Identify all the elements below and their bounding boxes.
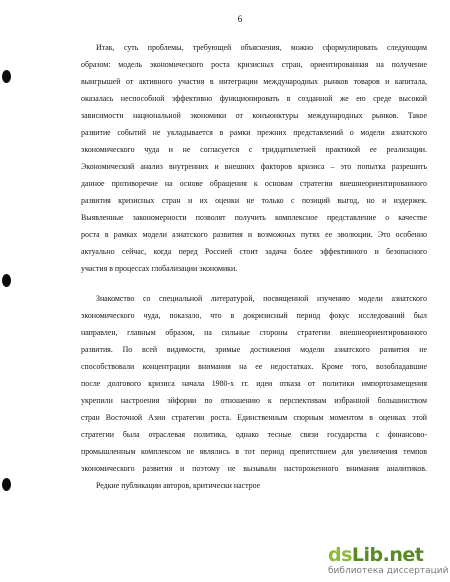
text-line: образом: модель экономического роста кризисных стран, ориентированная на получение bbox=[81, 60, 427, 69]
text-line: направлен, главным образом, на сильные стороны стратегии внешнеориентированного bbox=[81, 328, 427, 337]
text-line: развитие событий не укладывается в рамки прежних представлений о модели азиатского bbox=[81, 128, 427, 137]
text-line: экономического чуда, показало, что в докризисный период фокус исследований был bbox=[81, 311, 427, 320]
text-line: укрепили настроения эйфории по отношению к перспективам избранной большинством bbox=[81, 396, 427, 405]
binder-hole-top bbox=[2, 70, 11, 83]
text-line: выигрышей от активного участия в интеграции международных рынков товаров и капитала, bbox=[81, 77, 427, 86]
text-line: Знакомство со специальной литературой, посвященной изучению модели азиатского bbox=[96, 294, 427, 303]
text-line: участия в процессах глобализации экономики. bbox=[81, 264, 238, 273]
text-line: экономического чуда и не согласуется с тридцатилетней практикой ее реализации. bbox=[81, 145, 427, 154]
text-line: Итак, суть проблемы, требующей объяснения, можно сформулировать следующим bbox=[96, 43, 427, 52]
page-number: 6 bbox=[237, 14, 243, 24]
watermark-subtitle: библиотека диссертаций bbox=[328, 566, 449, 576]
watermark-logo bbox=[328, 544, 449, 576]
watermark-logo-text bbox=[328, 544, 423, 566]
watermark-logo-part1: ds bbox=[328, 544, 352, 566]
text-line: Редкие публикации авторов, критически настрое bbox=[96, 481, 261, 490]
text-line: зависимости национальной экономики от конъюнктуры международных рынков. Такое bbox=[81, 111, 427, 120]
text-line: роста в рамках модели азиатского развития и возможных путях ее эволюции. Это особенно bbox=[81, 230, 427, 239]
text-line: актуально сейчас, когда перед Россией стоит задача более эффективного и безопасного bbox=[81, 247, 427, 256]
text-line: после долгового кризиса начала 1980-х гг. идеи отказа от политики импортозамещения bbox=[81, 379, 427, 388]
text-line: Экономический анализ внутренних и внешних факторов кризиса – это попытка разрешить bbox=[81, 162, 427, 171]
text-line: развития. По всей видимости, зримые достижения модели азиатского развития не bbox=[81, 345, 427, 354]
text-line: промышленным комплексом не являлись в тот период препятствием для увеличения темпов bbox=[81, 447, 427, 456]
text-line: способствовали концентрации внимания на ее недостатках. Кроме того, возобладавшие bbox=[81, 362, 427, 371]
binder-hole-middle bbox=[2, 274, 11, 287]
binder-hole-bottom bbox=[2, 478, 11, 491]
watermark-logo-part2: Lib.net bbox=[351, 544, 424, 566]
text-line: экономического развития и поэтому не вызывали настороженного внимания аналитиков. bbox=[81, 464, 427, 473]
text-line: стран Восточной Азии стратегии роста. Единственным спорным моментом в оценках этой bbox=[81, 413, 427, 422]
text-line: развития кризисных стран и их оценки не только с позиций выгод, но и издержек. bbox=[81, 196, 427, 205]
text-line: данное противоречие на основе обращения к основам стратегии внешнеориентированного bbox=[81, 179, 427, 188]
text-line: стратегии была отраслевая политика, однако тесные связи государства с финансово- bbox=[81, 430, 427, 439]
text-line: Выявленные закономерности позволят получить комплексное представление о качестве bbox=[81, 213, 427, 222]
text-line: оказалась неспособной эффективно функционировать в созданной же ею среде высокой bbox=[81, 94, 427, 103]
